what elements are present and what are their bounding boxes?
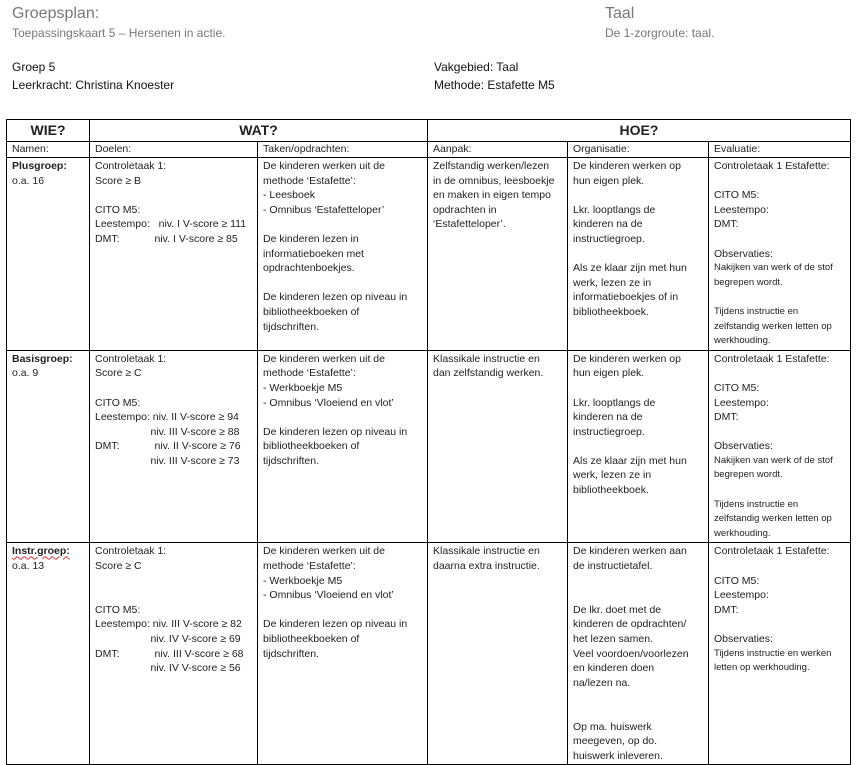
evaluatie-line — [714, 174, 845, 189]
organisatie-line — [573, 574, 703, 589]
organisatie-line: Lkr. looptlangs de — [573, 396, 656, 409]
column-header-aanpak: Aanpak: — [428, 142, 568, 158]
doelen-line: CITO M5: — [95, 603, 141, 616]
evaluatie-line: DMT: — [714, 218, 739, 231]
organisatie-line: bibliotheekboek. — [573, 484, 649, 497]
taken-line: - Werkboekje M5 — [263, 574, 343, 587]
taken-line: De kinderen werken uit de — [263, 160, 385, 172]
group-count: o.a. 16 — [12, 174, 45, 187]
evaluatie-line: Leestempo: — [714, 203, 769, 216]
cell-doelen — [90, 350, 258, 543]
groep-label: Groep 5 — [12, 60, 56, 74]
organisatie-line: Als ze klaar zijn met hun — [573, 262, 687, 275]
doelen-line: DMT: niv. I V-score ≥ 85 — [95, 232, 238, 245]
evaluatie-line: CITO M5: — [714, 381, 760, 394]
doelen-line: CITO M5: — [95, 396, 141, 409]
header-wat: WAT? — [90, 120, 428, 142]
organisatie-line: na/lezen na. — [573, 676, 631, 689]
taken-line — [263, 410, 422, 425]
table-row — [7, 158, 851, 351]
aanpak-line: opdrachten in — [433, 203, 497, 216]
evaluatie-line: DMT: — [714, 603, 739, 616]
evaluatie-line: Controletaak 1 Estafette: — [714, 160, 830, 172]
aanpak-line: in de omnibus, leesboekje — [433, 174, 555, 187]
evaluatie-line: begrepen wordt. — [714, 469, 783, 481]
doelen-line: niv. IV V-score ≥ 69 — [95, 633, 241, 645]
evaluatie-line: werkhouding. — [714, 527, 771, 539]
doelen-line: Score ≥ C — [95, 560, 142, 573]
column-header-taken: Taken/opdrachten: — [258, 142, 428, 158]
doelen-line: Leestempo: niv. II V-score ≥ 94 — [95, 411, 239, 424]
organisatie-line — [573, 247, 703, 262]
cell-namen — [7, 543, 90, 765]
organisatie-line: hun eigen plek. — [573, 174, 645, 187]
group-plan-table — [6, 119, 851, 765]
taken-line — [263, 603, 422, 618]
evaluatie-line: Nakijken van werk of de stof — [714, 262, 833, 274]
taken-line: tijdschriften. — [263, 647, 320, 660]
cell-doelen — [90, 158, 258, 351]
evaluatie-line: zelfstandig werken letten op — [714, 513, 832, 525]
taken-line: methode ‘Estafette’: — [263, 367, 356, 380]
evaluatie-line: letten op werkhouding. — [714, 662, 810, 674]
organisatie-line: informatieboekjes of in — [573, 291, 679, 304]
taken-line: De kinderen werken uit de — [263, 545, 385, 558]
taken-line: bibliotheekboeken of — [263, 633, 360, 645]
cell-taken — [258, 350, 428, 543]
organisatie-line: De kinderen werken aan — [573, 545, 687, 558]
taken-line: methode ‘Estafette’: — [263, 560, 356, 573]
organisatie-line: bibliotheekboek. — [573, 305, 649, 318]
organisatie-line: en kinderen doen — [573, 662, 655, 675]
evaluatie-line — [714, 483, 845, 498]
subject-title: Taal — [605, 5, 635, 22]
taken-line: De kinderen lezen in — [263, 232, 359, 245]
evaluatie-line: Tijdens instructie en — [714, 498, 799, 510]
doelen-line — [95, 381, 252, 396]
organisatie-line: De lkr. doet met de — [573, 603, 662, 616]
organisatie-line: hun eigen plek. — [573, 367, 645, 380]
evaluatie-line: Leestempo: — [714, 589, 769, 602]
group-count: o.a. 9 — [12, 367, 39, 380]
evaluatie-line: Controletaak 1 Estafette: — [714, 545, 830, 558]
column-header-evaluatie: Evaluatie: — [709, 142, 851, 158]
evaluatie-line: Leestempo: — [714, 396, 769, 409]
doelen-line: Score ≥ C — [95, 367, 142, 380]
organisatie-line: kinderen na de — [573, 218, 643, 231]
evaluatie-line — [714, 425, 845, 440]
taken-line: tijdschriften. — [263, 320, 320, 333]
group-count: o.a. 13 — [12, 560, 45, 573]
evaluatie-line: Tijdens instructie en werken — [714, 647, 832, 659]
vakgebied-label: Vakgebied: Taal — [434, 60, 519, 74]
organisatie-line: het lezen samen. — [573, 633, 653, 645]
group-name: Instr.groep: — [12, 545, 70, 558]
organisatie-line: kinderen na de — [573, 411, 643, 424]
table-row — [7, 350, 851, 543]
cell-aanpak — [428, 158, 568, 351]
taken-line: opdrachtenboekjes. — [263, 262, 355, 275]
taken-line: bibliotheekboeken of — [263, 305, 360, 318]
evaluatie-line: Observaties: — [714, 633, 773, 645]
doelen-line: Leestempo: niv. III V-score ≥ 82 — [95, 618, 242, 631]
doelen-line: CITO M5: — [95, 203, 141, 216]
aanpak-line: dan zelfstandig werken. — [433, 367, 544, 380]
aanpak-line: daarna extra instructie. — [433, 560, 540, 573]
doelen-line — [95, 588, 252, 603]
group-name: Plusgroep: — [12, 160, 67, 172]
organisatie-line: Lkr. looptlangs de — [573, 203, 656, 216]
organisatie-line — [573, 705, 703, 720]
doelen-line — [95, 188, 252, 203]
organisatie-line: instructiegroep. — [573, 232, 645, 245]
taken-line: bibliotheekboeken of — [263, 440, 360, 453]
aanpak-line: Zelfstandig werken/lezen — [433, 160, 550, 172]
evaluatie-line — [714, 232, 845, 247]
taken-line: - Omnibus ‘Vloeiend en vlot’ — [263, 589, 394, 602]
doelen-line: Controletaak 1: — [95, 352, 167, 365]
taken-line: tijdschriften. — [263, 454, 320, 467]
evaluatie-line: Nakijken van werk of de stof — [714, 454, 833, 466]
organisatie-line — [573, 381, 703, 396]
organisatie-line: instructiegroep. — [573, 425, 645, 438]
header-hoe: HOE? — [428, 120, 851, 142]
group-name: Basisgroep: — [12, 352, 73, 365]
evaluatie-line: CITO M5: — [714, 189, 760, 202]
evaluatie-line: Observaties: — [714, 440, 773, 453]
organisatie-line: De kinderen werken op — [573, 160, 681, 172]
taken-line: De kinderen lezen op niveau in — [263, 425, 408, 438]
organisatie-line: werk, lezen ze in — [573, 276, 652, 289]
cell-namen — [7, 158, 90, 351]
evaluatie-line: werkhouding. — [714, 335, 771, 347]
doelen-line: niv. III V-score ≥ 88 — [95, 425, 240, 438]
methode-label: Methode: Estafette M5 — [434, 78, 555, 92]
cell-namen — [7, 350, 90, 543]
taken-line: De kinderen lezen op niveau in — [263, 618, 408, 631]
organisatie-line: De kinderen werken op — [573, 352, 681, 365]
evaluatie-line — [714, 559, 845, 574]
cell-evaluatie — [709, 350, 851, 543]
cell-organisatie — [568, 350, 709, 543]
cell-doelen — [90, 543, 258, 765]
column-header-namen: Namen: — [7, 142, 90, 158]
cell-taken — [258, 158, 428, 351]
organisatie-line: de instructietafel. — [573, 560, 653, 573]
doelen-line — [95, 574, 252, 589]
column-header-organisatie: Organisatie: — [568, 142, 709, 158]
doelen-line: niv. III V-score ≥ 73 — [95, 454, 240, 467]
evaluatie-line — [714, 366, 845, 381]
leerkracht-label: Leerkracht: Christina Knoester — [12, 78, 175, 92]
evaluatie-line — [714, 617, 845, 632]
doelen-line: DMT: niv. II V-score ≥ 76 — [95, 440, 241, 453]
header-wie: WIE? — [7, 120, 90, 142]
doelen-line: niv. IV V-score ≥ 56 — [95, 662, 241, 675]
cell-evaluatie — [709, 543, 851, 765]
column-header-doelen: Doelen: — [90, 142, 258, 158]
doelen-line: Score ≥ B — [95, 174, 142, 187]
organisatie-line — [573, 588, 703, 603]
organisatie-line: huiswerk inleveren. — [573, 749, 663, 762]
taken-line: De kinderen werken uit de — [263, 352, 385, 365]
organisatie-line — [573, 690, 703, 705]
aanpak-line: Klassikale instructie en — [433, 545, 540, 558]
organisatie-line: kinderen de opdrachten/ — [573, 618, 687, 631]
organisatie-line — [573, 439, 703, 454]
cell-aanpak — [428, 543, 568, 765]
doelen-line: DMT: niv. III V-score ≥ 68 — [95, 647, 244, 660]
table-row — [7, 543, 851, 765]
cell-taken — [258, 543, 428, 765]
taken-line: methode ‘Estafette’: — [263, 174, 356, 187]
document-subtitle: Toepassingskaart 5 – Hersenen in actie. — [12, 26, 226, 40]
evaluatie-line: zelfstandig werken letten op — [714, 320, 832, 332]
aanpak-line: en maken in eigen tempo — [433, 189, 551, 202]
organisatie-line: Veel voordoen/voorlezen — [573, 647, 689, 660]
evaluatie-line: Observaties: — [714, 247, 773, 260]
taken-line: - Omnibus ‘Vloeiend en vlot’ — [263, 396, 394, 409]
taken-line — [263, 217, 422, 232]
taken-line: - Omnibus ‘Estafetteloper’ — [263, 203, 385, 216]
taken-line: - Leesboek — [263, 189, 315, 202]
cell-organisatie — [568, 543, 709, 765]
evaluatie-line: DMT: — [714, 411, 739, 424]
organisatie-line: Als ze klaar zijn met hun — [573, 454, 687, 467]
taken-line: De kinderen lezen op niveau in — [263, 291, 408, 304]
zorgroute-label: De 1-zorgroute: taal. — [605, 26, 715, 40]
evaluatie-line: Tijdens instructie en — [714, 305, 799, 317]
cell-aanpak — [428, 350, 568, 543]
evaluatie-line: CITO M5: — [714, 574, 760, 587]
aanpak-line: Klassikale instructie en — [433, 352, 540, 365]
evaluatie-line: Controletaak 1 Estafette: — [714, 352, 830, 365]
doelen-line: Controletaak 1: — [95, 160, 167, 172]
organisatie-line — [573, 188, 703, 203]
doelen-line: Controletaak 1: — [95, 545, 167, 558]
organisatie-line: werk, lezen ze in — [573, 469, 652, 482]
organisatie-line: meegeven, op do. — [573, 735, 658, 748]
evaluatie-line — [714, 290, 845, 305]
taken-line — [263, 276, 422, 291]
evaluatie-line: begrepen wordt. — [714, 276, 783, 288]
taken-line: informatieboeken met — [263, 247, 364, 260]
taken-line: - Werkboekje M5 — [263, 381, 343, 394]
cell-organisatie — [568, 158, 709, 351]
doelen-line: Leestempo: niv. I V-score ≥ 111 — [95, 218, 247, 231]
cell-evaluatie — [709, 158, 851, 351]
document-title: Groepsplan: — [12, 5, 100, 22]
organisatie-line: Op ma. huiswerk — [573, 720, 652, 733]
aanpak-line: ‘Estafetteloper’. — [433, 218, 506, 231]
